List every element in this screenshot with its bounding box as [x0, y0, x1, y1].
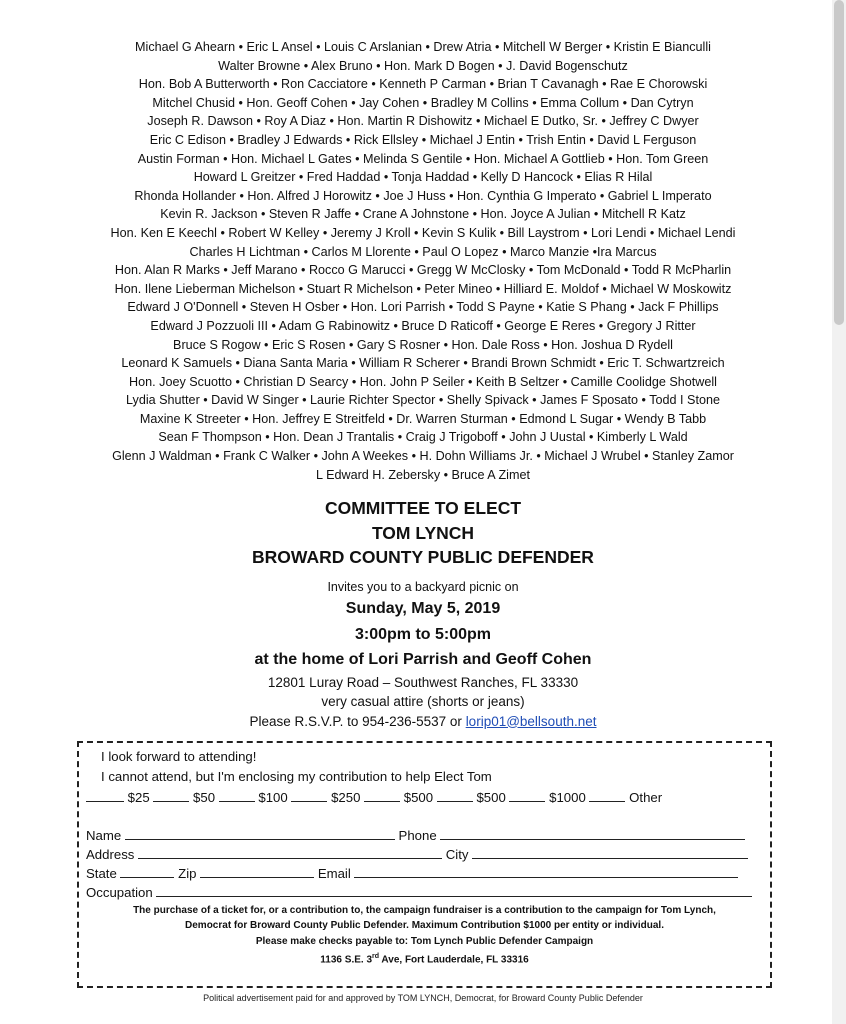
supporters-line: Lydia Shutter • David W Singer • Laurie Richter Spector • Shelly Spivack • James F Sposato • Todd I Stone	[126, 393, 720, 408]
supporters-line: Edward J Pozzuoli III • Adam G Rabinowitz • Bruce D Raticoff • George E Reres • Gregory J Ritter	[150, 318, 696, 333]
supporters-line: Hon. Joey Scuotto • Christian D Searcy • Hon. John P Seiler • Keith B Seltzer • Camille Coolidge Shotwell	[129, 374, 717, 389]
amount-blank[interactable]	[219, 789, 255, 802]
rsvp-form	[77, 741, 772, 988]
supporters-line: Glenn J Waldman • Frank C Walker • John A Weekes • H. Dohn Williams Jr. • Michael J Wrubel • Stanley Zamor	[112, 449, 734, 464]
attending-option: I look forward to attending!	[101, 749, 257, 764]
address-city-row	[86, 846, 748, 862]
event-address: 12801 Luray Road – Southwest Ranches, FL 33330	[267, 674, 579, 690]
scrollbar[interactable]	[832, 0, 846, 1024]
supporters-line: Bruce S Rogow • Eric S Rosen • Gary S Rosner • Hon. Dale Ross • Hon. Joshua D Rydell	[173, 337, 673, 352]
occupation-label: Occupation	[86, 885, 153, 900]
amount-option: $1000	[549, 790, 586, 805]
name-label: Name	[86, 828, 122, 843]
occupation-field[interactable]	[156, 884, 752, 897]
zip-label: Zip	[178, 866, 197, 881]
phone-label: Phone	[398, 828, 437, 843]
address-label: Address	[86, 847, 135, 862]
supporters-line: Walter Browne • Alex Bruno • Hon. Mark D Bogen • J. David Bogenschutz	[218, 58, 628, 73]
city-field[interactable]	[472, 846, 748, 859]
committee-title: COMMITTEE TO ELECT	[324, 498, 522, 518]
mailing-address	[79, 950, 770, 968]
amount-option: $25	[127, 790, 150, 805]
office-title: BROWARD COUNTY PUBLIC DEFENDER	[252, 547, 594, 567]
event-location: at the home of Lori Parrish and Geoff Cohen	[254, 651, 592, 668]
supporters-line: Michael G Ahearn • Eric L Ansel • Louis C Arslanian • Drew Atria • Mitchell W Berger • Kristin E Bianculli	[135, 40, 711, 54]
supporters-line: Hon. Bob A Butterworth • Ron Cacciatore • Kenneth P Carman • Brian T Cavanagh • Rae E Chorowski	[138, 77, 708, 92]
state-label: State	[86, 866, 117, 881]
rsvp-text: Please R.S.V.P. to 954-236-5537 or	[249, 713, 462, 729]
state-field[interactable]	[120, 865, 174, 878]
candidate-name: TOM LYNCH	[371, 522, 475, 543]
phone-field[interactable]	[440, 827, 745, 840]
email-field[interactable]	[354, 865, 738, 878]
event-time: 3:00pm to 5:00pm	[354, 625, 492, 643]
rsvp-email-link[interactable]: lorip01@bellsouth.net	[465, 713, 597, 729]
address-field[interactable]	[138, 846, 442, 859]
supporters-line: Maxine K Streeter • Hon. Jeffrey E Streitfeld • Dr. Warren Sturman • Edmond L Sugar • Wendy B Tabb	[139, 411, 707, 426]
supporters-line: Edward J O'Donnell • Steven H Osber • Hon. Lori Parrish • Todd S Payne • Katie S Phang • Jack F Phillips	[127, 300, 719, 315]
supporters-line: Hon. Alan R Marks • Jeff Marano • Rocco G Marucci • Gregg W McClosky • Tom McDonald • Todd R McPharlin	[114, 263, 732, 278]
supporters-line: Eric C Edison • Bradley J Edwards • Rick Ellsley • Michael J Entin • Trish Entin • David L Ferguson	[149, 132, 697, 147]
amount-option: $50	[193, 790, 216, 805]
amount-blank[interactable]	[153, 789, 189, 802]
campaign-header	[0, 496, 846, 570]
amount-blank[interactable]	[86, 789, 124, 802]
mailing-address-ordinal: rd	[372, 953, 380, 960]
supporters-line: L Edward H. Zebersky • Bruce A Zimet	[316, 467, 530, 482]
supporters-line: Hon. Ilene Lieberman Michelson • Stuart R Michelson • Peter Mineo • Hilliard E. Moldof • Michael W Moskowitz	[114, 281, 732, 296]
amount-option: $500	[476, 790, 506, 805]
scrollbar-thumb[interactable]	[834, 0, 844, 325]
supporters-line: Kevin R. Jackson • Steven R Jaffe • Crane A Johnstone • Hon. Joyce A Julian • Mitchell R Katz	[160, 207, 686, 222]
supporters-line: Joseph R. Dawson • Roy A Diaz • Hon. Martin R Dishowitz • Michael E Dutko, Sr. • Jeffrey C Dwyer	[147, 114, 699, 129]
amount-option: $100	[258, 790, 288, 805]
amount-option: $500	[403, 790, 434, 805]
event-date: Sunday, May 5, 2019	[345, 600, 501, 617]
checks-payable: Please make checks payable to: Tom Lynch Public Defender Campaign	[255, 936, 594, 947]
supporters-line: Howard L Greitzer • Fred Haddad • Tonja Haddad • Kelly D Hancock • Elias R Hilal	[193, 170, 653, 185]
zip-field[interactable]	[200, 865, 314, 878]
email-label: Email	[317, 866, 351, 881]
supporters-list	[0, 38, 846, 484]
mailing-address-street: 1136 S.E. 3	[320, 954, 373, 966]
amount-blank[interactable]	[364, 789, 400, 802]
supporters-line: Mitchel Chusid • Hon. Geoff Cohen • Jay Cohen • Bradley M Collins • Emma Collum • Dan Cytryn	[152, 95, 694, 110]
supporters-line: Hon. Ken E Keechl • Robert W Kelley • Jeremy J Kroll • Kevin S Kulik • Bill Laystrom • Lori Lendi • Michael Lendi	[110, 225, 736, 240]
contribution-amounts	[86, 789, 662, 805]
not-attending-option: I cannot attend, but I'm enclosing my contribution to help Elect Tom	[101, 769, 492, 784]
mailing-address-city: Ave, Fort Lauderdale, FL 33316	[379, 954, 529, 966]
amount-blank[interactable]	[291, 789, 327, 802]
supporters-line: Charles H Lichtman • Carlos M Llorente • Paul O Lopez • Marco Manzie •Ira Marcus	[189, 244, 657, 259]
name-field[interactable]	[125, 827, 395, 840]
occupation-row	[86, 884, 752, 900]
supporters-line: Rhonda Hollander • Hon. Alfred J Horowitz • Joe J Huss • Hon. Cynthia G Imperato • Gabriel L Imperato	[134, 188, 712, 203]
event-details	[0, 578, 846, 731]
rsvp-line	[0, 712, 846, 732]
contribution-disclaimer-2: Democrat for Broward County Public Defender. Maximum Contribution $1000 per entity or individual.	[185, 920, 664, 931]
supporters-line: Sean F Thompson • Hon. Dean J Trantalis • Craig J Trigoboff • John J Uustal • Kimberly L Wald	[158, 430, 688, 445]
amount-blank[interactable]	[509, 789, 545, 802]
amount-option: $250	[331, 790, 361, 805]
amount-blank[interactable]	[589, 789, 625, 802]
city-label: City	[445, 847, 469, 862]
amount-option: Other	[629, 790, 663, 805]
invite-text: Invites you to a backyard picnic on	[327, 580, 519, 594]
attire-note: very casual attire (shorts or jeans)	[321, 694, 525, 709]
amount-blank[interactable]	[437, 789, 473, 802]
state-zip-email-row	[86, 865, 738, 881]
supporters-line: Leonard K Samuels • Diana Santa Maria • William R Scherer • Brandi Brown Schmidt • Eric T. Schwartzreich	[121, 356, 725, 371]
name-phone-row	[86, 827, 745, 843]
political-ad-disclaimer: Political advertisement paid for and approved by TOM LYNCH, Democrat, for Broward County Public Defender	[203, 993, 643, 1003]
contribution-disclaimer-1: The purchase of a ticket for, or a contribution to, the campaign fundraiser is a contribution to the campaign for Tom Lynch,	[133, 905, 716, 916]
supporters-line: Austin Forman • Hon. Michael L Gates • Melinda S Gentile • Hon. Michael A Gottlieb • Hon. Tom Green	[137, 151, 709, 166]
